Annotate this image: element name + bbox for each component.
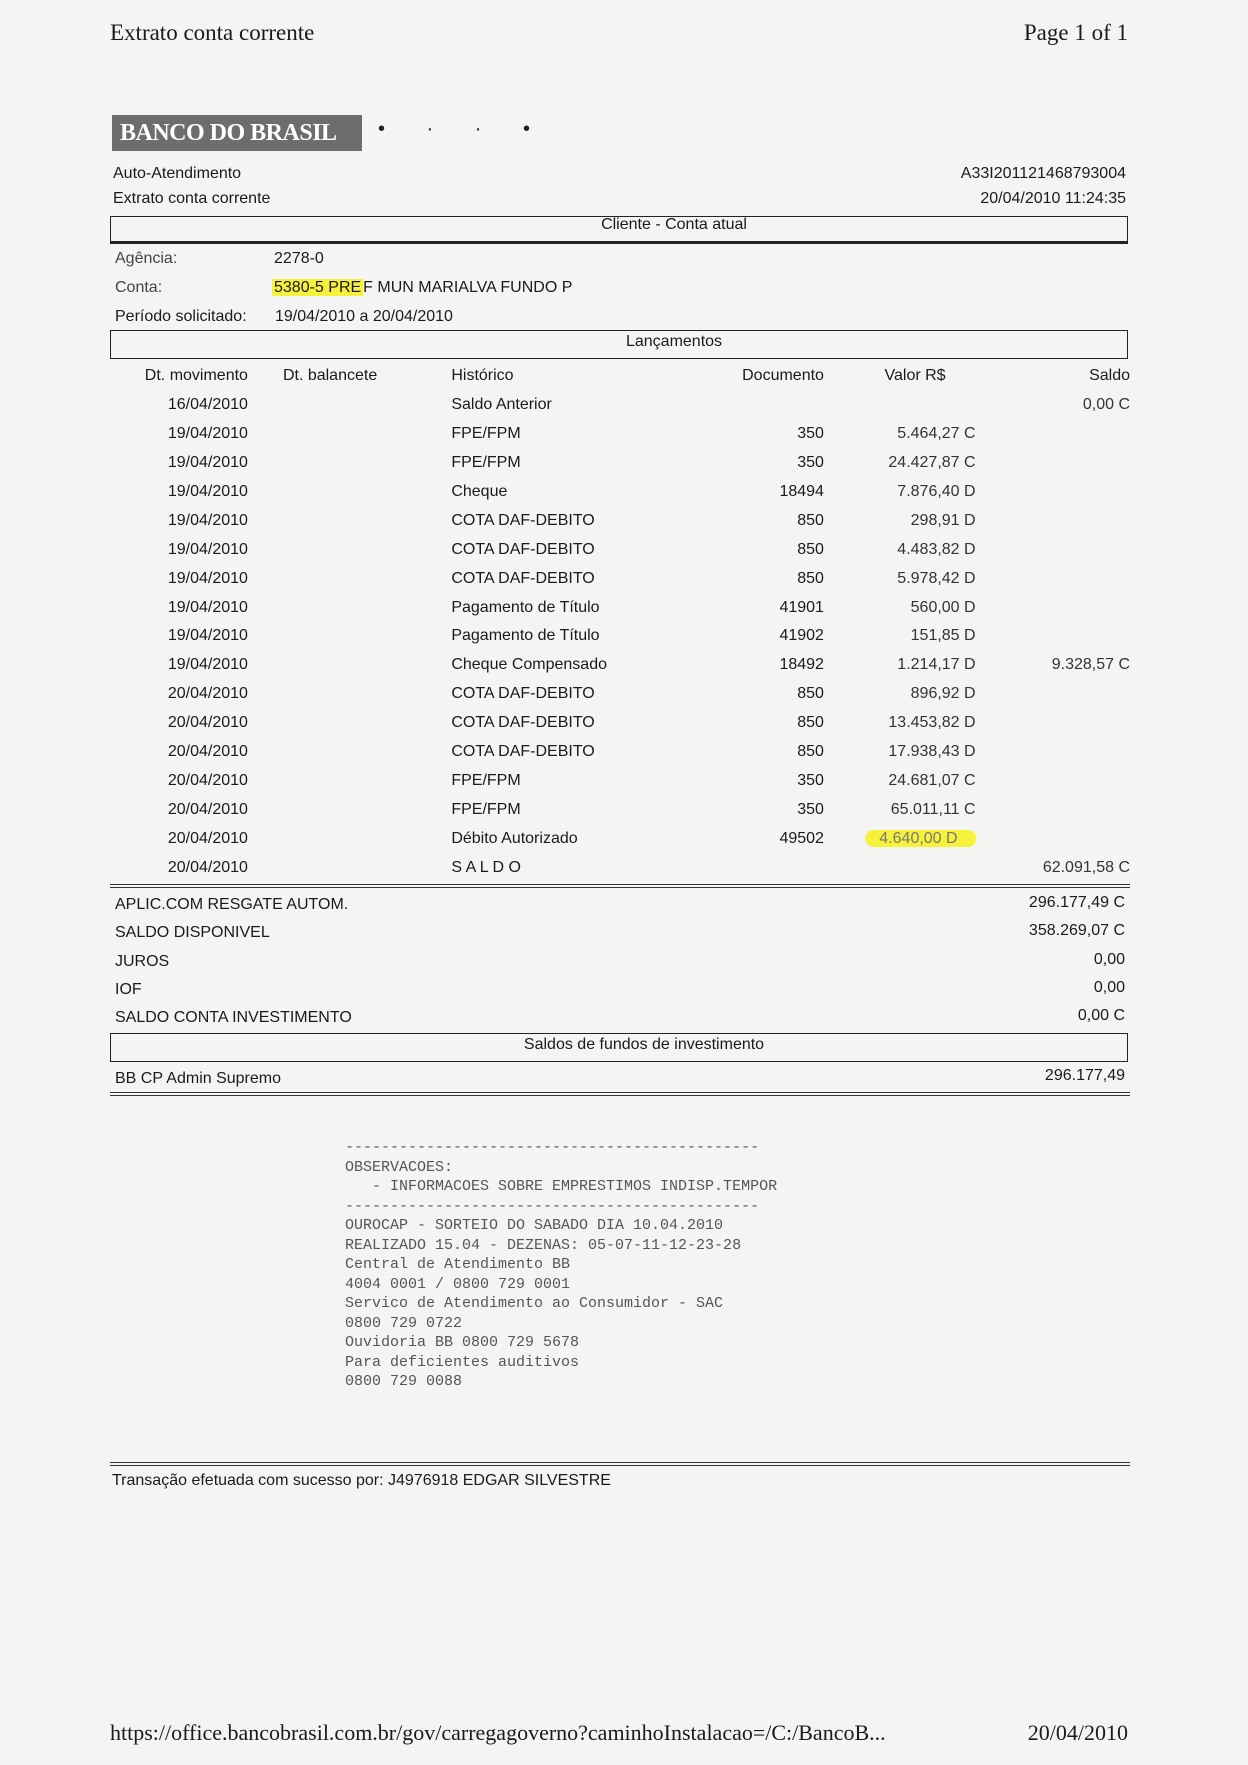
cell-dt-movimento: 19/04/2010 <box>167 627 248 645</box>
cell-dt-movimento: 20/04/2010 <box>167 858 248 876</box>
cell-dt-balancete <box>248 709 444 738</box>
cell-valor: 17.938,43 D <box>888 743 976 761</box>
transaction-row <box>110 651 1130 680</box>
cell-valor: 1.214,17 D <box>897 656 976 674</box>
cell-dt-balancete <box>248 391 444 420</box>
observations-block: ---------------------------------------------- OBSERVACOES: - INFORMACOES SOBRE EMPRESTIMOS INDISP.TEMPOR ---------------------------------------------- OUROCAP - SORTEIO DO SABADO DIA 10.04.2010 REALIZADO 15.04 - DEZENAS: 05-07-11-12-23-28 Central de Atendimento BB 4004 0001 / 0800 729 0001 Servico de Atendimento ao Consumidor - SAC 0800 729 0722 Ouvidoria BB 0800 729 5678 Para deficientes auditivos 0800 729 0088 <box>345 1139 778 1390</box>
cell-historico: COTA DAF-DEBITO <box>451 685 595 703</box>
col-header-dt-movimento: Dt. movimento <box>144 367 248 385</box>
lancamentos-section-title: Lançamentos <box>625 333 723 350</box>
cell-valor: 24.427,87 C <box>888 454 976 472</box>
page-number: Page 1 of 1 <box>1023 20 1128 45</box>
cell-dt-movimento: 19/04/2010 <box>167 425 248 443</box>
cell-dt-balancete <box>248 593 444 622</box>
cell-valor <box>824 853 976 882</box>
cell-documento: 18492 <box>779 656 824 674</box>
cell-valor: 7.876,40 D <box>897 483 976 500</box>
cell-historico: S A L D O <box>451 858 521 876</box>
cell-dt-balancete <box>248 766 444 795</box>
cell-saldo: 0,00 C <box>1082 396 1130 414</box>
cell-valor: 298,91 D <box>910 511 976 529</box>
periodo-label: Período solicitado: <box>115 308 247 325</box>
cell-dt-movimento: 16/04/2010 <box>167 396 248 414</box>
transaction-row <box>110 709 1130 738</box>
cell-dt-movimento: 19/04/2010 <box>167 540 248 558</box>
cell-historico: COTA DAF-DEBITO <box>451 714 595 732</box>
cell-dt-balancete <box>248 795 444 824</box>
transaction-code: A33I201121468793004 <box>960 165 1126 182</box>
cell-saldo <box>976 506 1130 535</box>
highlighted-value: 4.640,00 D <box>865 830 975 847</box>
cell-valor: 65.011,11 C <box>890 800 976 818</box>
cell-valor: 24.681,07 C <box>888 771 976 789</box>
transaction-status: Transação efetuada com sucesso por: J4976918 EDGAR SILVESTRE <box>112 1472 611 1489</box>
cell-historico: FPE/FPM <box>451 800 521 818</box>
cell-saldo <box>976 766 1130 795</box>
cell-valor: 5.464,27 C <box>897 425 976 443</box>
cell-historico: FPE/FPM <box>451 425 521 443</box>
transaction-row <box>110 766 1130 795</box>
cell-saldo <box>976 535 1130 564</box>
cell-dt-balancete <box>248 564 444 593</box>
periodo-value: 19/04/2010 a 20/04/2010 <box>275 308 453 325</box>
cell-documento <box>681 391 824 420</box>
cell-valor <box>824 824 976 853</box>
cell-valor: 13.453,82 D <box>888 714 976 732</box>
cell-dt-movimento: 20/04/2010 <box>167 743 248 761</box>
cell-historico: COTA DAF-DEBITO <box>451 569 595 587</box>
summary-value: 0,00 <box>1093 950 1125 968</box>
cell-saldo <box>976 564 1130 593</box>
cell-historico: FPE/FPM <box>451 771 521 789</box>
fundo-value: 296.177,49 <box>1044 1067 1125 1084</box>
summary-label: JUROS <box>115 952 170 970</box>
transaction-row <box>110 795 1130 824</box>
cell-dt-movimento: 20/04/2010 <box>167 800 248 818</box>
cell-saldo <box>976 738 1130 767</box>
cell-valor: 4.483,82 D <box>897 540 976 558</box>
col-header-documento: Documento <box>742 367 824 385</box>
cell-dt-movimento: 20/04/2010 <box>167 714 248 732</box>
agencia-value: 2278-0 <box>274 250 324 267</box>
cell-saldo <box>976 622 1130 651</box>
cell-dt-balancete <box>248 622 444 651</box>
cell-saldo <box>976 680 1130 709</box>
cell-documento: 850 <box>797 569 824 587</box>
logo-dots: • · · • <box>378 118 548 140</box>
cell-historico: Cheque Compensado <box>451 656 607 674</box>
summary-label: APLIC.COM RESGATE AUTOM. <box>115 896 349 913</box>
cell-dt-movimento: 19/04/2010 <box>167 454 248 472</box>
client-section-title: Cliente - Conta atual <box>601 216 747 233</box>
cell-historico: FPE/FPM <box>451 454 521 472</box>
bank-logo: BANCO DO BRASIL <box>112 115 362 151</box>
cell-documento: 850 <box>797 511 824 529</box>
table-end-rule <box>110 884 1130 888</box>
col-header-dt-balancete: Dt. balancete <box>282 367 378 385</box>
page-header-title: Extrato conta corrente <box>110 20 315 45</box>
cell-historico: Saldo Anterior <box>451 396 552 414</box>
conta-highlight: 5380-5 PRE <box>274 279 362 296</box>
summary-value: 0,00 C <box>1077 1007 1125 1025</box>
cell-dt-movimento: 19/04/2010 <box>167 569 248 587</box>
cell-dt-movimento: 20/04/2010 <box>167 829 248 847</box>
cell-valor <box>824 391 976 420</box>
emission-datetime: 20/04/2010 11:24:35 <box>980 190 1126 207</box>
cell-dt-movimento: 20/04/2010 <box>167 771 248 789</box>
cell-documento: 49502 <box>779 829 824 847</box>
cell-dt-balancete <box>248 449 444 478</box>
cell-documento: 41901 <box>779 598 824 616</box>
transaction-row <box>110 564 1130 593</box>
print-date: 20/04/2010 <box>1027 1720 1128 1745</box>
cell-dt-movimento: 19/04/2010 <box>167 598 248 616</box>
transaction-row <box>110 391 1130 420</box>
cell-dt-balancete <box>248 506 444 535</box>
cell-dt-balancete <box>248 680 444 709</box>
conta-value <box>272 279 572 297</box>
summary-value: 296.177,49 C <box>1028 894 1125 911</box>
transaction-row <box>110 680 1130 709</box>
cell-saldo <box>976 709 1130 738</box>
transaction-row <box>110 478 1130 507</box>
cell-documento <box>681 853 824 882</box>
cell-dt-balancete <box>248 853 444 882</box>
cell-historico: COTA DAF-DEBITO <box>451 511 595 529</box>
transaction-row <box>110 622 1130 651</box>
cell-dt-balancete <box>248 824 444 853</box>
transaction-rule <box>110 1462 1130 1466</box>
conta-label: Conta: <box>115 279 163 296</box>
service-name: Auto-Atendimento <box>113 165 242 182</box>
cell-saldo <box>976 478 1130 507</box>
cell-saldo <box>976 795 1130 824</box>
cell-saldo <box>976 420 1130 449</box>
cell-dt-balancete <box>248 738 444 767</box>
transaction-row <box>110 506 1130 535</box>
transaction-row <box>110 853 1130 882</box>
cell-documento: 350 <box>797 800 824 818</box>
cell-dt-balancete <box>248 478 444 507</box>
cell-valor: 151,85 D <box>910 627 976 645</box>
cell-documento: 850 <box>797 743 824 761</box>
table-header-row <box>110 362 1130 391</box>
conta-name: F MUN MARIALVA FUNDO P <box>363 279 573 296</box>
cell-historico: Cheque <box>451 483 508 500</box>
transaction-row <box>110 420 1130 449</box>
transaction-row <box>110 738 1130 767</box>
summary-value: 0,00 <box>1093 978 1125 996</box>
cell-historico: COTA DAF-DEBITO <box>451 743 595 761</box>
cell-documento: 41902 <box>779 627 824 645</box>
cell-documento: 850 <box>797 540 824 558</box>
transaction-row <box>110 449 1130 478</box>
cell-dt-movimento: 20/04/2010 <box>167 685 248 703</box>
cell-dt-movimento: 19/04/2010 <box>167 656 248 674</box>
transaction-row <box>110 824 1130 853</box>
cell-dt-balancete <box>248 651 444 680</box>
cell-saldo: 9.328,57 C <box>1051 656 1130 674</box>
col-header-historico: Histórico <box>451 367 514 385</box>
cell-dt-balancete <box>248 535 444 564</box>
summary-label: IOF <box>115 980 142 998</box>
transactions-table <box>110 362 1130 882</box>
cell-documento: 850 <box>797 714 824 732</box>
cell-saldo <box>976 824 1130 853</box>
col-header-valor: Valor R$ <box>884 367 946 385</box>
fundos-section-title: Saldos de fundos de investimento <box>523 1036 765 1053</box>
summary-label: SALDO CONTA INVESTIMENTO <box>115 1009 352 1027</box>
document-subtitle: Extrato conta corrente <box>113 190 271 207</box>
cell-valor: 560,00 D <box>910 598 976 616</box>
client-box-bottom <box>110 242 1128 244</box>
agencia-label: Agência: <box>115 250 178 267</box>
fundo-name: BB CP Admin Supremo <box>115 1070 282 1087</box>
cell-historico: Pagamento de Título <box>451 627 600 645</box>
col-header-saldo: Saldo <box>1089 367 1130 385</box>
cell-valor: 896,92 D <box>910 685 976 703</box>
cell-historico: Pagamento de Título <box>451 598 600 616</box>
cell-documento: 850 <box>797 685 824 703</box>
cell-dt-movimento: 19/04/2010 <box>167 511 248 529</box>
transaction-row <box>110 593 1130 622</box>
summary-value: 358.269,07 C <box>1028 922 1125 940</box>
cell-dt-movimento: 19/04/2010 <box>167 483 248 500</box>
cell-documento: 350 <box>797 454 824 472</box>
source-url: https://office.bancobrasil.com.br/gov/carregagoverno?caminhoInstalacao=/C:/BancoB... <box>110 1720 886 1745</box>
fundos-end-rule <box>110 1092 1130 1096</box>
cell-historico: Débito Autorizado <box>451 829 578 847</box>
cell-saldo <box>976 449 1130 478</box>
cell-saldo <box>976 593 1130 622</box>
cell-documento: 350 <box>797 771 824 789</box>
summary-label: SALDO DISPONIVEL <box>115 924 270 942</box>
transaction-row <box>110 535 1130 564</box>
cell-historico: COTA DAF-DEBITO <box>451 540 595 558</box>
cell-documento: 18494 <box>779 483 824 500</box>
cell-dt-balancete <box>248 420 444 449</box>
cell-documento: 350 <box>797 425 824 443</box>
cell-valor: 5.978,42 D <box>897 569 976 587</box>
cell-saldo: 62.091,58 C <box>1042 858 1130 876</box>
